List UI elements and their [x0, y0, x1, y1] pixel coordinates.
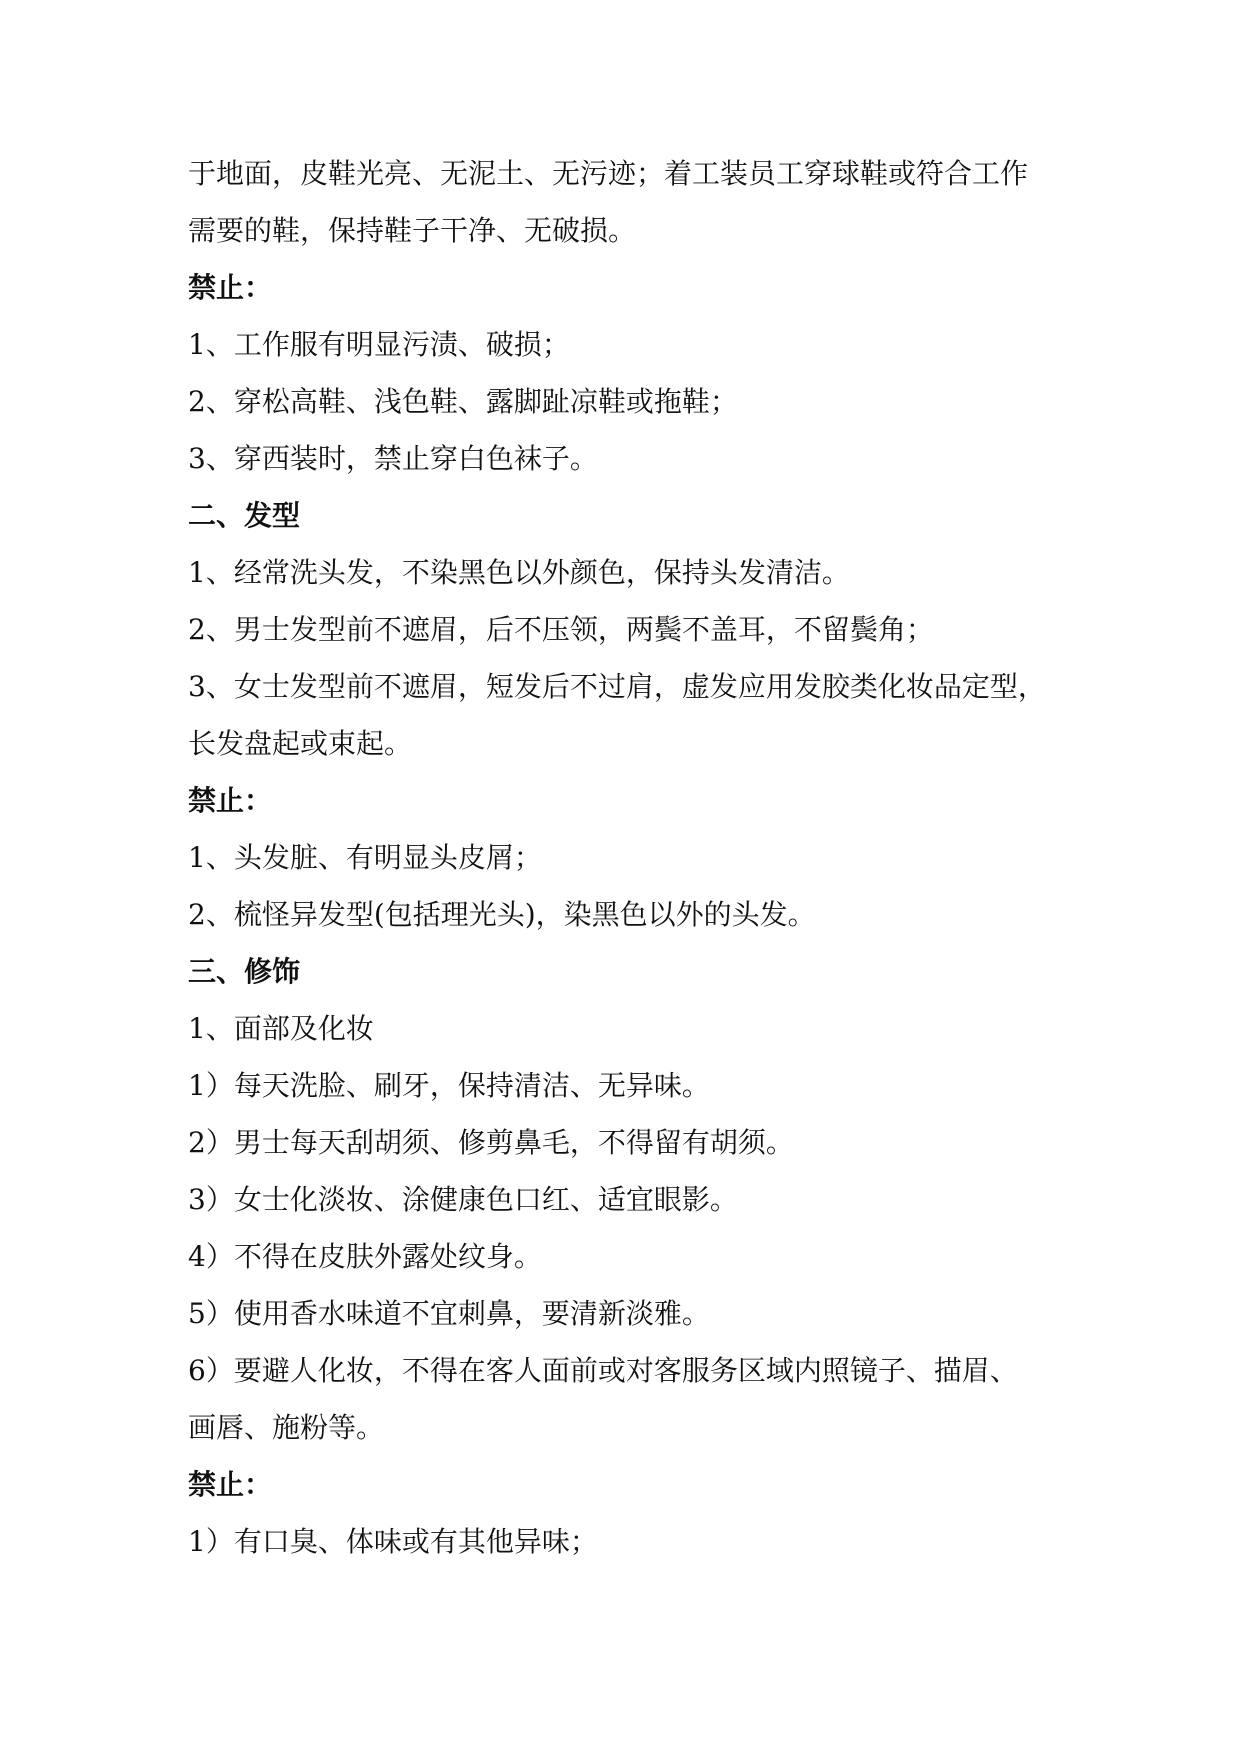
list-item: 1）每天洗脸、刷牙，保持清洁、无异味。	[188, 1069, 710, 1102]
list-item: 2、穿松高鞋、浅色鞋、露脚趾凉鞋或拖鞋；	[188, 385, 738, 418]
list-item: 1、经常洗头发，不染黑色以外颜色，保持头发清洁。	[188, 556, 850, 589]
list-item: 3、女士发型前不遮眉，短发后不过肩，虚发应用发胶类化妆品定型，	[188, 670, 1046, 703]
list-item: 5）使用香水味道不宜刺鼻，要清新淡雅。	[188, 1297, 710, 1330]
prohibition-heading: 禁止：	[188, 271, 273, 304]
prohibition-heading: 禁止：	[188, 784, 273, 817]
prohibition-heading: 禁止：	[188, 1468, 273, 1501]
list-item: 2、男士发型前不遮眉，后不压领，两鬓不盖耳，不留鬓角；	[188, 613, 934, 646]
list-item: 1、头发脏、有明显头皮屑；	[188, 841, 542, 874]
list-item: 4）不得在皮肤外露处纹身。	[188, 1240, 542, 1273]
subsection-heading: 1、面部及化妆	[188, 1012, 374, 1045]
list-item: 2）男士每天刮胡须、修剪鼻毛，不得留有胡须。	[188, 1126, 794, 1159]
list-item: 3）女士化淡妆、涂健康色口红、适宜眼影。	[188, 1183, 738, 1216]
list-item: 6）要避人化妆，不得在客人面前或对客服务区域内照镜子、描眉、	[188, 1354, 1018, 1387]
list-item: 1）有口臭、体味或有其他异味；	[188, 1525, 598, 1558]
section-heading-hairstyle: 二、发型	[188, 499, 301, 532]
list-item: 1、工作服有明显污渍、破损；	[188, 328, 570, 361]
paragraph-line: 于地面，皮鞋光亮、无泥土、无污迹；着工装员工穿球鞋或符合工作	[188, 157, 1029, 190]
section-heading-grooming: 三、修饰	[188, 955, 301, 988]
list-item: 2、梳怪异发型(包括理光头)，染黑色以外的头发。	[188, 898, 816, 931]
paragraph-line: 需要的鞋，保持鞋子干净、无破损。	[188, 214, 637, 247]
paragraph-line: 画唇、施粉等。	[188, 1411, 385, 1444]
document-body	[188, 145, 1088, 1570]
paragraph-line: 长发盘起或束起。	[188, 727, 413, 760]
list-item: 3、穿西装时，禁止穿白色袜子。	[188, 442, 598, 475]
